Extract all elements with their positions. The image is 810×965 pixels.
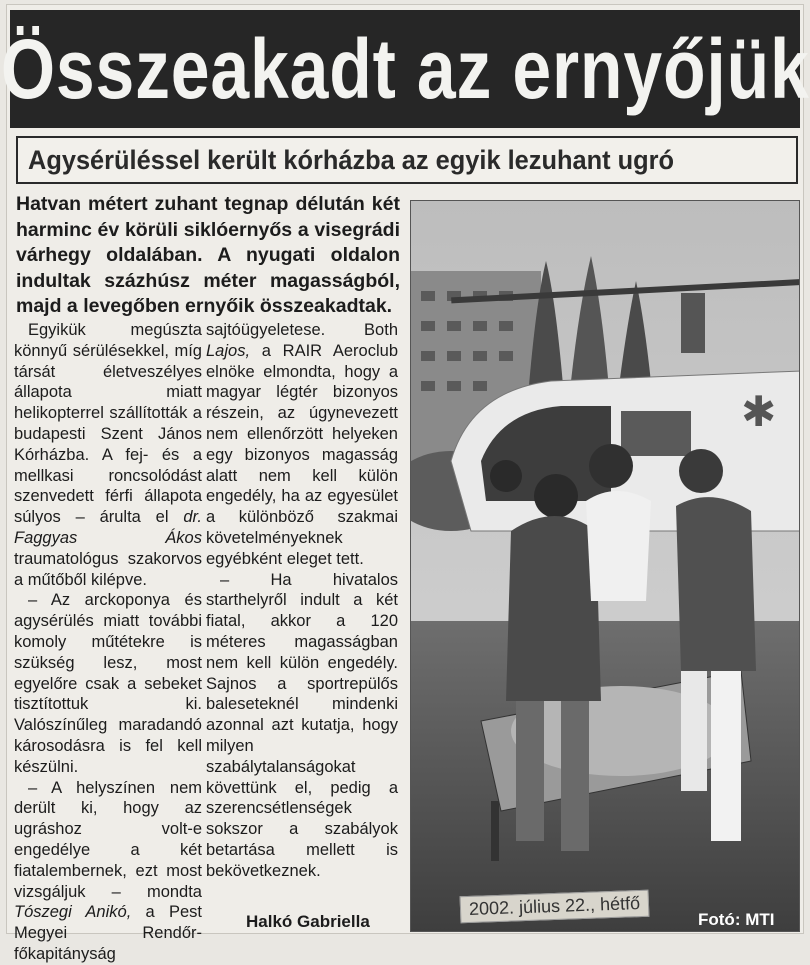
text-run: Egyikük megúszta könnyű sérülésekkel, míg társát életveszélyes állapota miatt helikopterrel szállították a budapesti Szent János Kórházba. A fej- és a mellkasi roncsolódást szenvedett férfi állapota súlyos – árulta el	[14, 321, 202, 527]
paragraph: – Ha hivatalos starthelyről indult a két fiatal, akkor a 120 méteres magasságban nem kell külön engedély. Sajnos a sportrepülős baleseteknél mindenki azonnal azt kutatja, hogy milyen szabálytalanságokat követtünk el, pedig a szerencsétlenségek sokszor a szabályok betartása mellett is bekövetkeznek.	[206, 570, 398, 880]
text-run: sajtóügyeletese. Both	[206, 321, 398, 339]
article-column-2	[206, 320, 398, 882]
lead-paragraph: Hatvan métert zuhant tegnap délután két harminc év körüli siklóernyős a visegrádi várhegy oldalában. A nyugati oldalon indultak százhúsz méter magasságból, majd a levegőben ernyőik összeakadtak.	[16, 193, 400, 317]
text-run: a Pest Megyei Rendőr-főkapitányság	[14, 903, 202, 963]
article-column-1	[14, 320, 202, 965]
person-name: Tószegi Anikó,	[14, 903, 132, 922]
date-stamp: 2002. július 22., hétfő	[460, 890, 650, 924]
paragraph	[206, 320, 398, 570]
photo-credit: Fotó: MTI	[698, 910, 775, 929]
text-run: traumatológus szakorvos a műtőből kilépve.	[14, 549, 202, 589]
headline-banner	[0, 10, 810, 128]
paragraph	[14, 320, 202, 590]
person-name: dr. Faggyas Ákos	[14, 508, 202, 547]
subheadline: Agysérüléssel került kórházba az egyik lezuhant ugró	[28, 144, 675, 175]
person-name: Lajos,	[206, 341, 251, 360]
paragraph	[14, 778, 202, 965]
byline: Halkó Gabriella	[246, 912, 370, 931]
text-run: – A helyszínen nem derült ki, hogy az ugráshoz volt-e engedélye a két fiatalembernek, ezt most vizsgáljuk – mondta	[14, 778, 202, 901]
headline: Összeakadt az ernyőjük	[0, 21, 810, 116]
text-run: a RAIR Aeroclub elnöke elmondta, hogy a magyar légtér bizonyos részein, az úgynevezett nem ellenőrzött helyeken egy bizonyos magasság alatt nem kell külön engedély, ha az egyesület a különböző szakmai követelményeknek egyébként eleget tett.	[206, 341, 398, 568]
news-photo	[410, 200, 800, 932]
svg-text:✱: ✱	[741, 387, 777, 436]
subheadline-box	[16, 136, 798, 184]
paragraph: – Az arckoponya és agysérülés miatt további komoly műtétekre is szükség lesz, most egyelőre csak a sebeket tisztítottuk ki. Valószínűleg maradandó károsodásra is fel kell készülni.	[14, 591, 202, 776]
